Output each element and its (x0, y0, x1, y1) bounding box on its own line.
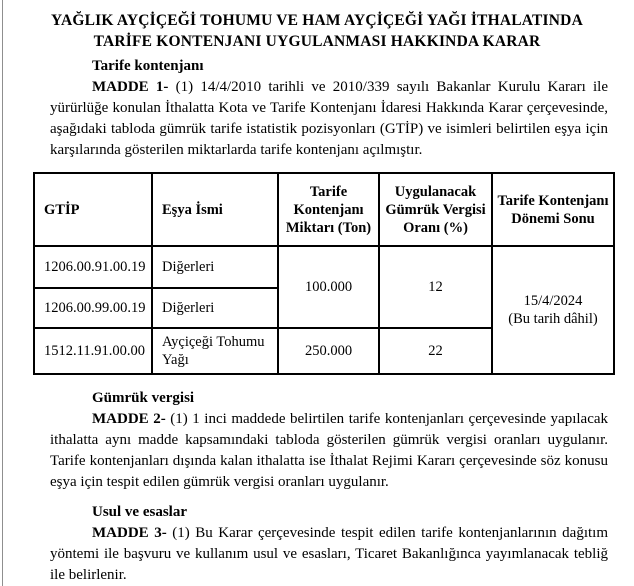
document-title-line-1: YAĞLIK AYÇİÇEĞİ TOHUMU VE HAM AYÇİÇEĞİ YAĞI İTHALATINDA (51, 12, 583, 29)
heading-gumruk-vergisi: Gümrük vergisi (92, 390, 195, 406)
col-header-kontenjan-miktari: Tarife Kontenjanı Miktarı (Ton) (278, 173, 379, 246)
col-header-gumruk-vergisi-orani: Uygulanacak Gümrük Vergisi Oranı (%) (379, 173, 492, 246)
madde-2-text: (1) 1 inci maddede belirtilen tarife kontenjanları çerçevesinde yapılacak ithalatta aynı madde kapsamındaki tabloda gösterilen gümrük vergisi oranları uygulanır. Tarife kontenjanları dışında kalan ithalatta ise İthalat Rejimi Kararı çerçevesinde söz konusu eşya için tespit edilen gümrük vergisi oranları uygulanır. (50, 411, 609, 490)
paragraph-madde-2 (50, 409, 608, 493)
item-name-cell: Diğerleri (152, 246, 278, 288)
section-gumruk-vergisi (50, 388, 608, 493)
section-usul-ve-esaslar (50, 502, 608, 586)
scan-edge-line (2, 0, 3, 586)
duty-rate-cell: 12 (379, 246, 492, 328)
col-header-gtip: GTİP (34, 173, 152, 246)
tariff-quota-table (33, 172, 615, 375)
document-title-line-2: TARİFE KONTENJANI UYGULANMASI HAKKINDA KARAR (93, 33, 541, 50)
heading-tarife-kontenjani: Tarife kontenjanı (92, 58, 204, 74)
quota-amount-cell: 100.000 (278, 246, 379, 328)
madde-3-text: (1) Bu Karar çerçevesinde tespit edilen tarife kontenjanlarının dağıtım yöntemi ile başvuru ve kullanım usul ve esasları, Ticaret Bakanlığınca yayımlanacak tebliğ ile belirlenir. (50, 525, 608, 583)
section-tarife-kontenjani (50, 56, 608, 161)
madde-1-label: MADDE 1- (92, 79, 169, 95)
period-end-note: (Bu tarih dâhil) (508, 311, 598, 327)
period-end-date: 15/4/2024 (523, 293, 583, 309)
duty-rate-cell: 22 (379, 328, 492, 374)
document-title (0, 0, 634, 52)
gtip-cell: 1206.00.91.00.19 (34, 246, 152, 288)
gtip-cell: 1512.11.91.00.00 (34, 328, 152, 374)
item-name-cell: Diğerleri (152, 288, 278, 328)
table-header-row (34, 173, 614, 246)
item-name-cell: Ayçiçeği Tohumu Yağı (152, 328, 278, 374)
col-header-esya-ismi: Eşya İsmi (152, 173, 278, 246)
gtip-cell: 1206.00.99.00.19 (34, 288, 152, 328)
table-row (34, 246, 614, 288)
paragraph-madde-1 (50, 77, 608, 161)
madde-1-text: (1) 14/4/2010 tarihli ve 2010/339 sayılı Bakanlar Kurulu Kararı ile yürürlüğe konulan İthalatta Kota ve Tarife Kontenjanı İdaresi Hakkında Karar çerçevesinde, aşağıdaki tabloda gümrük tarife istatistik pozisyonları (GTİP) ve isimleri belirtilen eşya için karşılarında gösterilen miktarlarda tarife kontenjanı açılmıştır. (50, 79, 609, 158)
madde-2-label: MADDE 2- (92, 411, 166, 427)
period-end-cell (492, 246, 614, 374)
heading-usul-ve-esaslar: Usul ve esaslar (92, 504, 187, 520)
quota-amount-cell: 250.000 (278, 328, 379, 374)
madde-3-label: MADDE 3- (92, 525, 167, 541)
col-header-donem-sonu: Tarife Kontenjanı Dönemi Sonu (492, 173, 614, 246)
paragraph-madde-3 (50, 523, 608, 586)
